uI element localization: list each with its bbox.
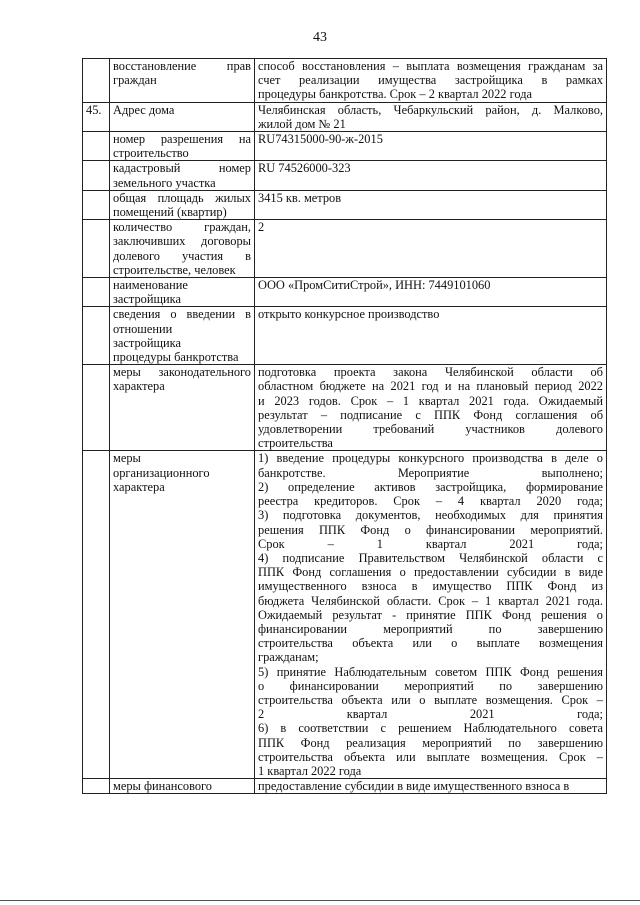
footer-rule — [0, 900, 640, 901]
page-number: 43 — [313, 30, 327, 45]
value-line: Срок – 1 квартал 2021 года; — [258, 536, 603, 551]
label-line: Адрес дома — [113, 102, 175, 117]
label-line: помещений (квартир) — [113, 205, 227, 220]
row-number: 45. — [83, 102, 110, 131]
label-line: отношении — [113, 321, 173, 336]
value-line: банкротстве. Мероприятие выполнено; — [258, 465, 603, 480]
label-line: меры — [113, 451, 141, 466]
row-value — [255, 102, 607, 131]
row-label — [110, 102, 255, 131]
value-line: 3) подготовка документов, необходимых для принятия — [258, 508, 603, 523]
row-value — [255, 132, 607, 161]
value-line: способ восстановления – выплата возмещения гражданам за — [258, 59, 603, 73]
value-line: процедуры банкротства. Срок – 2 квартал 2022 года — [258, 87, 532, 102]
value-line: 6) в соответствии с решением Наблюдательного совета — [258, 721, 603, 736]
row-label — [110, 190, 255, 219]
value-line: удовлетворении требований участников долевого — [258, 422, 603, 437]
row-label — [110, 779, 255, 794]
row-value — [255, 307, 607, 365]
label-line: номер разрешения на — [113, 132, 251, 147]
row-value — [255, 59, 607, 103]
row-label — [110, 451, 255, 779]
label-line: меры финансового — [113, 779, 213, 794]
row-value — [255, 220, 607, 278]
row-number — [83, 59, 110, 103]
value-line: гражданам; — [258, 650, 319, 665]
table-row — [83, 190, 607, 219]
value-line: результат – подписание с ППК Фонд соглашения об — [258, 407, 603, 422]
table-row — [83, 132, 607, 161]
value-line: решения ППК Фонд о финансировании мероприятий. — [258, 522, 603, 537]
table-row — [83, 161, 607, 190]
value-line: ППК Фонд соглашения о предоставлении субсидии в виде — [258, 565, 603, 580]
label-line: строительство — [113, 146, 189, 161]
value-line: реестра кредиторов. Срок – 4 квартал 2020 года; — [258, 494, 603, 509]
table-row — [83, 220, 607, 278]
row-label — [110, 59, 255, 103]
value-line: 4) подписание Правительством Челябинской области с — [258, 550, 603, 565]
value-line: финансировании мероприятий по завершению — [258, 621, 603, 636]
housing-table-body — [83, 59, 607, 794]
value-line: 2 — [258, 220, 265, 235]
label-line: количество граждан, — [113, 220, 251, 235]
value-line: предоставление субсидии в виде имущественного взноса в — [258, 779, 570, 794]
row-number — [83, 451, 110, 779]
label-line: застройщика — [113, 335, 181, 350]
row-number — [83, 220, 110, 278]
row-value — [255, 161, 607, 190]
value-line: RU74315000-90-ж-2015 — [258, 132, 383, 147]
label-line: общая площадь жилых — [113, 190, 251, 205]
value-line: жилой дом № 21 — [258, 116, 346, 131]
value-line: строительства — [258, 436, 333, 451]
table-row — [83, 365, 607, 451]
row-number — [83, 132, 110, 161]
value-line: открыто конкурсное производство — [258, 307, 440, 322]
label-line: заключивших договоры — [113, 234, 251, 249]
value-line: строительства объекта или выплате возмещения. Срок – — [258, 749, 603, 764]
label-line: восстановление прав — [113, 59, 251, 73]
value-line: бюджета Челябинской области. Срок – 1 квартал 2021 года. — [258, 593, 603, 608]
row-number — [83, 307, 110, 365]
row-label — [110, 132, 255, 161]
value-line: 2 квартал 2021 года; — [258, 707, 603, 722]
label-line: организационного — [113, 465, 210, 480]
label-line: меры законодательного — [113, 365, 251, 380]
row-label — [110, 278, 255, 307]
table-row — [83, 278, 607, 307]
label-line: характера — [113, 479, 165, 494]
value-line: ППК Фонд реализация мероприятий по завершению — [258, 735, 603, 750]
value-line: подготовка проекта закона Челябинской области об — [258, 365, 603, 380]
value-line: Ожидаемый результат - принятие ППК Фонд решения о — [258, 607, 603, 622]
row-number — [83, 278, 110, 307]
value-line: о финансировании мероприятий по завершению — [258, 678, 603, 693]
row-value — [255, 278, 607, 307]
label-line: долевого участия в — [113, 248, 251, 263]
value-line: счет реализации имущества застройщика в рамках — [258, 73, 603, 88]
value-line: 1) введение процедуры конкурсного производства в деле о — [258, 451, 603, 466]
value-line: 2) определение активов застройщика, формирование — [258, 479, 603, 494]
label-line: процедуры банкротства — [113, 350, 239, 365]
value-line: имущественного взноса в имущество ППК Фонд из — [258, 579, 603, 594]
value-line: 1 квартал 2022 года — [258, 763, 362, 778]
value-line: Челябинская область, Чебаркульский район, д. Малково, — [258, 102, 603, 117]
row-number — [83, 161, 110, 190]
label-line: сведения о введении в — [113, 307, 251, 322]
row-number — [83, 779, 110, 794]
row-label — [110, 220, 255, 278]
value-line: RU 74526000-323 — [258, 161, 351, 176]
row-value — [255, 779, 607, 794]
row-label — [110, 307, 255, 365]
value-line: строительства объекта или о выплате возмещения. Срок – — [258, 692, 603, 707]
table-row — [83, 779, 607, 794]
table-row — [83, 307, 607, 365]
row-label — [110, 161, 255, 190]
value-line: строительства объекта или о выплате возмещения — [258, 636, 603, 651]
row-value — [255, 365, 607, 451]
label-line: застройщика — [113, 292, 181, 307]
row-number — [83, 190, 110, 219]
label-line: строительстве, человек — [113, 262, 236, 277]
value-line: и 2023 годов. Срок – 1 квартал 2021 года. Ожидаемый — [258, 393, 603, 408]
table-row — [83, 102, 607, 131]
value-line: 3415 кв. метров — [258, 190, 342, 205]
row-label — [110, 365, 255, 451]
label-line: характера — [113, 379, 165, 394]
value-line: 5) принятие Наблюдательным советом ППК Фонд решения — [258, 664, 603, 679]
value-line: областном бюджете на 2021 год и на плановый период 2022 — [258, 379, 603, 394]
table-row — [83, 59, 607, 103]
row-number — [83, 365, 110, 451]
label-line: кадастровый номер — [113, 161, 251, 176]
value-line: ООО «ПромСитиСтрой», ИНН: 7449101060 — [258, 278, 491, 293]
label-line: земельного участка — [113, 175, 216, 190]
housing-table — [82, 58, 607, 794]
label-line: наименование — [113, 278, 188, 293]
row-value — [255, 451, 607, 779]
table-row — [83, 451, 607, 779]
label-line: граждан — [113, 73, 157, 88]
row-value — [255, 190, 607, 219]
